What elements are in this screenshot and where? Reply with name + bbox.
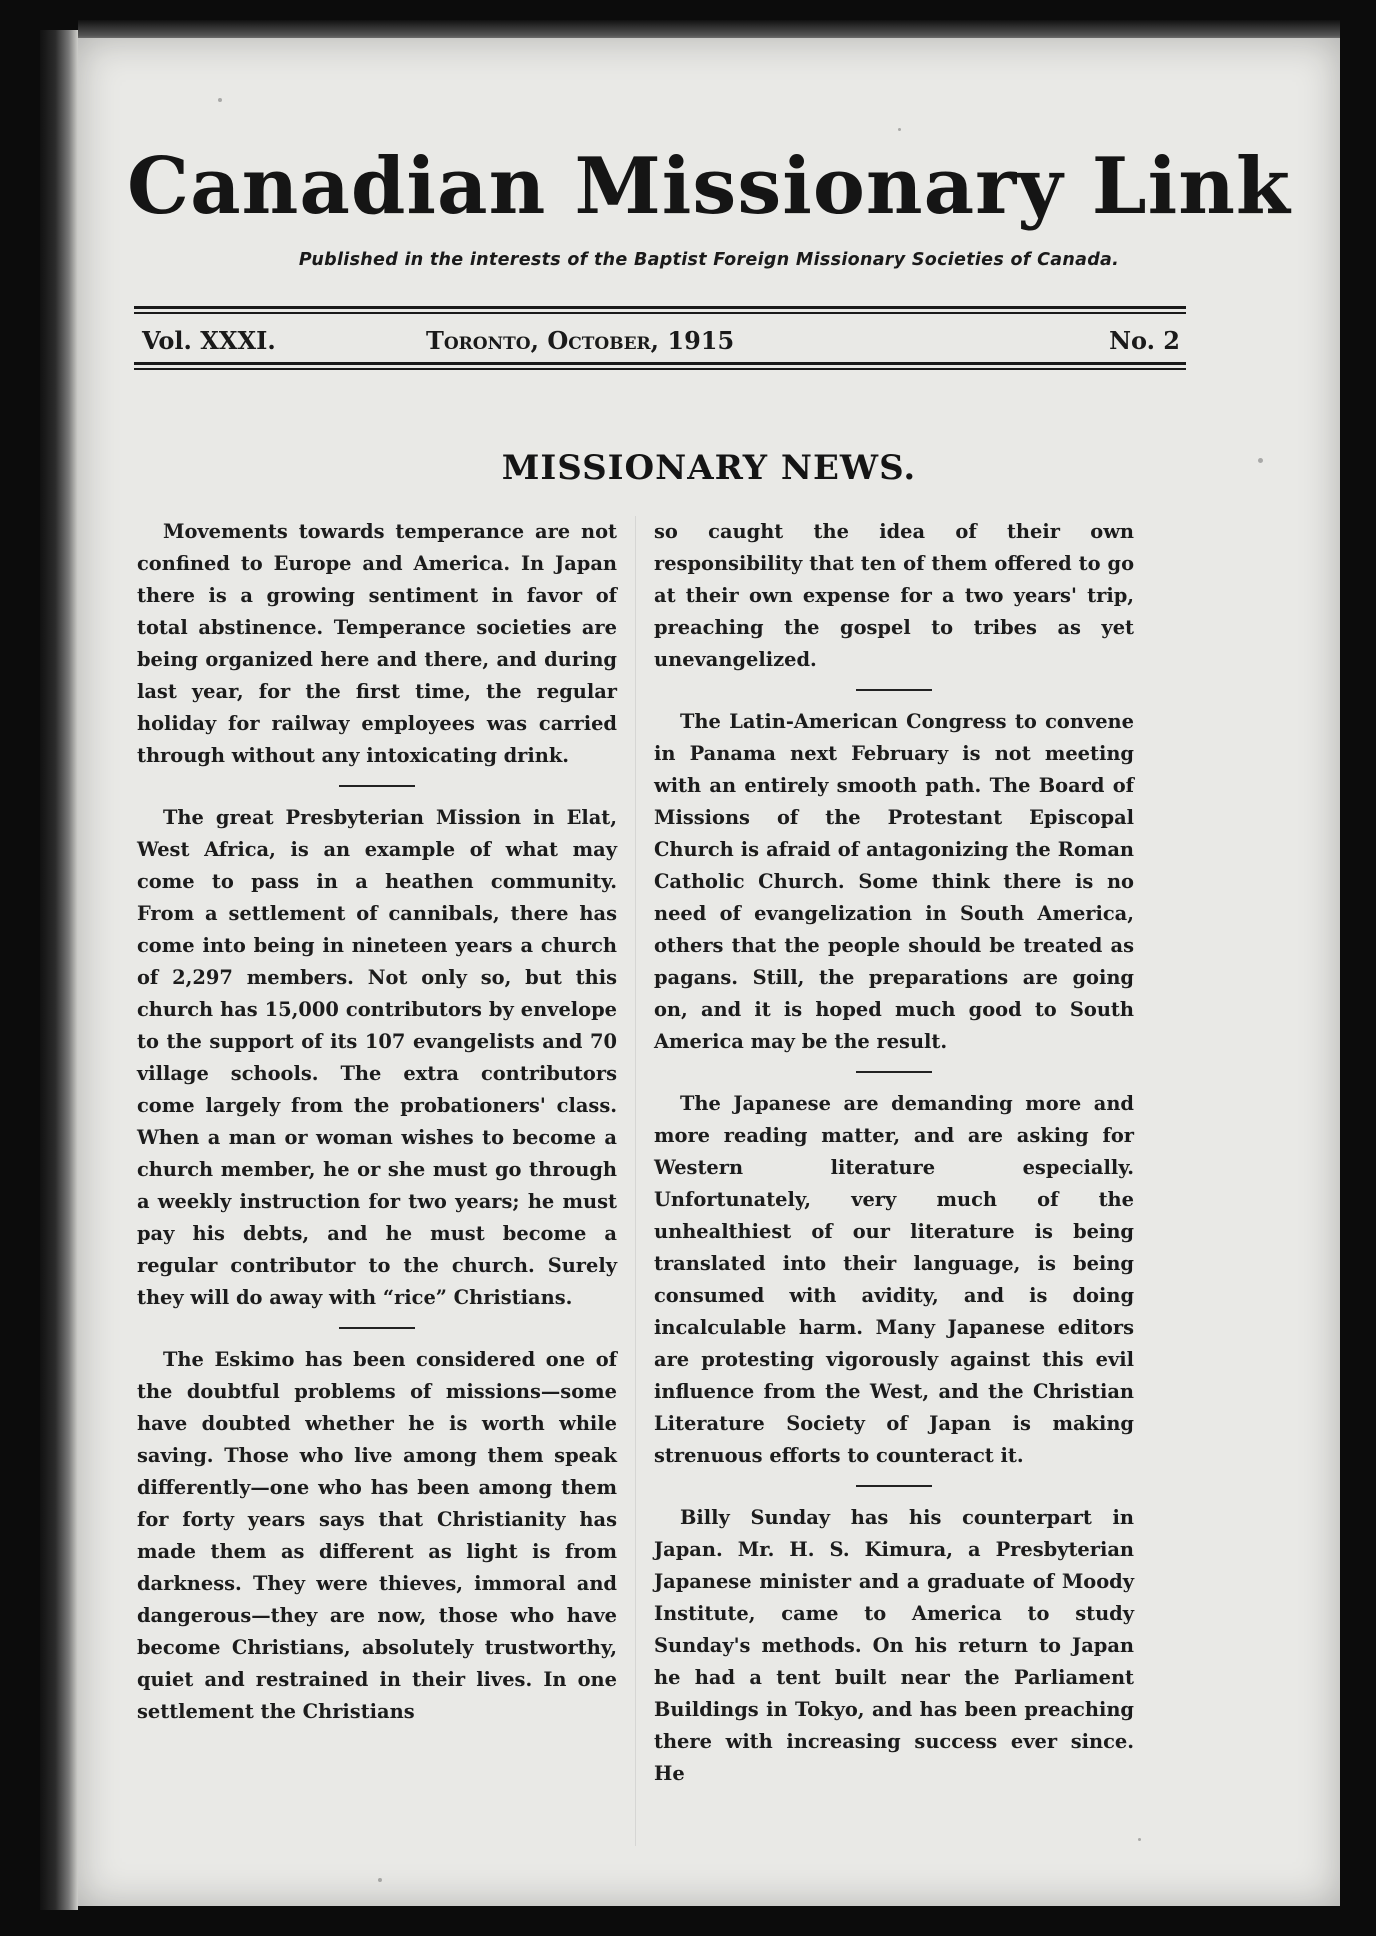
bottom-double-rule [134, 362, 1186, 370]
article-paragraph-latin-american: The Latin-American Congress to convene in Panama next February is not meeting with an entirely smooth path. The Board of Missions of the Protestant Episcopal Church is afraid of antagonizing the Roman Catholic Church. Some think there is no need of evangelization in South America, others that the people should be treated as pagans. Still, the preparations are going on, and it is hoped much good to South America may be the result. [654, 710, 1134, 1053]
publication-subtitle: Published in the interests of the Baptist Foreign Missionary Societies of Canada. [298, 250, 1120, 270]
article-separator [856, 1071, 932, 1073]
article-separator [339, 1327, 415, 1329]
scan-speck [898, 128, 901, 131]
scan-speck [1138, 1838, 1141, 1841]
column-gutter [635, 516, 636, 1846]
article-paragraph-eskimo: The Eskimo has been considered one of the doubtful problems of missions—some have doubted whether he is worth while saving. Those who live among them speak differently—one who has been among them for forty years says that Christianity has made them as different as light is from darkness. They were thieves, immoral and dangerous—they are now, those who have become Christians, absolutely trustworthy, quiet and restrained in their lives. In one settlement the Christians [137, 1348, 617, 1723]
article-separator [339, 785, 415, 787]
top-double-rule [134, 306, 1186, 314]
article-paragraph-japanese-literature: The Japanese are demanding more and more reading matter, and are asking for Western literature especially. Unfortunately, very much of the unhealthiest of our literature is being translated into their language, is being consumed with avidity, and is doing incalculable harm. Many Japanese editors are protesting vigorously against this evil influence from the West, and the Christian Literature Society of Japan is making strenuous efforts to counteract it. [654, 1092, 1134, 1467]
article-separator [856, 1485, 932, 1487]
place-and-date: Toronto, October, 1915 [426, 326, 735, 355]
article-paragraph-temperance: Movements towards temperance are not confined to Europe and America. In Japan there is a growing sentiment in favor of total abstinence. Temperance societies are being organized here and there, and during last year, for the first time, the regular holiday for railway employees was carried through without any intoxicating drink. [137, 520, 617, 767]
article-paragraph-elat: The great Presbyterian Mission in Elat, West Africa, is an example of what may come to pass in a heathen community. From a settlement of cannibals, there has come into being in nineteen years a church of 2,297 members. Not only so, but this church has 15,000 contributors by envelope to the support of its 107 evangelists and 70 village schools. The extra contributors come largely from the probationers' class. When a man or woman wishes to become a church member, he or she must go through a weekly instruction for two years; he must pay his debts, and he must become a regular contributor to the church. Surely they will do away with “rice” Christians. [137, 806, 617, 1309]
article-paragraph-billy-sunday: Billy Sunday has his counterpart in Japan. Mr. H. S. Kimura, a Presbyterian Japanese minister and a graduate of Moody Institute, came to America to study Sunday's methods. On his return to Japan he had a tent built near the Parliament Buildings in Tokyo, and has been preaching there with increasing success ever since. He [654, 1506, 1134, 1785]
article-paragraph-continued: so caught the idea of their own responsibility that ten of them offered to go at their own expense for a two years' trip, preaching the gospel to tribes as yet unevangelized. [654, 520, 1134, 671]
right-column [654, 516, 1134, 1790]
issue-line [134, 322, 1186, 362]
section-headline: MISSIONARY NEWS. [501, 448, 917, 488]
publication-title: Canadian Missionary Link [127, 141, 1291, 232]
article-separator [856, 689, 932, 691]
scan-speck [218, 98, 222, 102]
page-left-edge [40, 30, 78, 1910]
masthead [78, 141, 1340, 270]
left-column [137, 516, 617, 1728]
volume-number: Vol. XXXI. [142, 326, 276, 355]
scan-speck [1258, 458, 1263, 463]
issue-number: No. 2 [1109, 326, 1180, 355]
scan-speck [378, 1878, 382, 1882]
newspaper-page [78, 38, 1340, 1906]
